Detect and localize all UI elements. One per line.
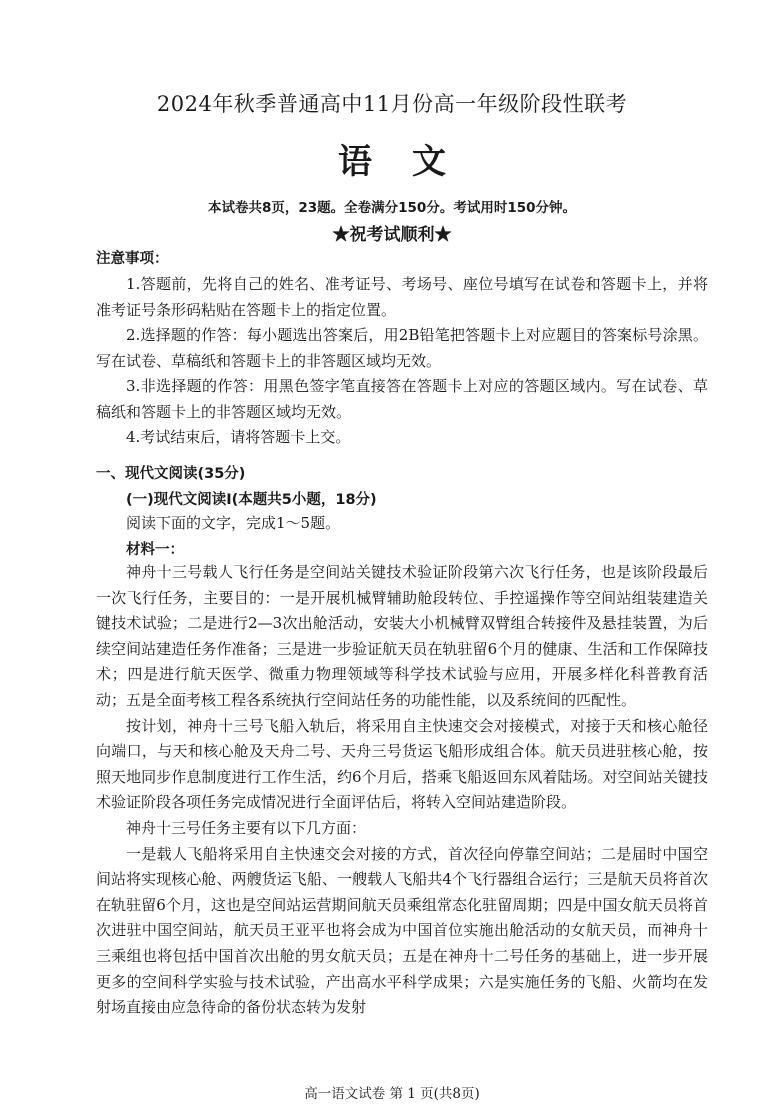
exam-info: 本试卷共8页，23题。全卷满分150分。考试用时150分钟。 (207, 200, 577, 216)
notice-heading: 注意事项： (96, 251, 169, 267)
section-heading: 一、现代文阅读(35分) (96, 466, 246, 482)
blessing-banner: ★祝考试顺利★ (332, 225, 452, 245)
reading-instruction: 阅读下面的文字，完成1～5题。 (126, 514, 341, 532)
notice-item-4: 4.考试结束后，请将答题卡上交。 (126, 428, 351, 446)
notice-item-1: 1.答题前，先将自己的姓名、准考证号、考场号、座位号填写在试卷和答题卡上，并将准考证号条形码粘贴在答题卡上的指定位置。 (96, 275, 708, 319)
notice-item-3: 3.非选择题的作答：用黑色签字笔直接答在答题卡上对应的答题区域内。写在试卷、草稿纸和答题卡上的非答题区域均无效。 (96, 377, 708, 421)
subject-title: 语文 (338, 142, 486, 182)
material-heading: 材料一： (126, 542, 184, 558)
page-footer: 高一语文试卷 第 1 页(共8页) (304, 1086, 480, 1102)
material-body (96, 560, 708, 1021)
material-paragraph-4: 一是载人飞船将采用自主快速交会对接的方式，首次径向停靠空间站；二是届时中国空间站将实现核心舱、两艘货运飞船、一艘载人飞船共4个飞行器组合运行；三是航天员将首次在轨驻留6个月，这也是空间站运营期间航天员乘组常态化驻留周期；四是中国女航天员将首次进驻中国空间站，航天员王亚平也将会成为中国首位实施出舱活动的女航天员，而神舟十三乘组也将包括中国首次出舱的男女航天员；五是在神舟十二号任务的基础上，进一步开展更多的空间科学实验与技术试验，产出高水平科学成果；六是实施任务的飞船、火箭均在发射场直接由应急待命的备份状态转为发射 (96, 844, 708, 1017)
exam-title: 2024年秋季普通高中11月份高一年级阶段性联考 (156, 92, 628, 116)
material-paragraph-1: 神舟十三号载人飞行任务是空间站关键技术验证阶段第六次飞行任务，也是该阶段最后一次飞行任务，主要目的：一是开展机械臂辅助舱段转位、手控遥操作等空间站组装建造关键技术试验；二是进行2—3次出舱活动，安装大小机械臂双臂组合转接件及悬挂装置，为后续空间站建造任务作准备；三是进一步验证航天员在轨驻留6个月的健康、生活和工作保障技术；四是进行航天医学、微重力物理领域等科学技术试验与应用，开展多样化科普教育活动；五是全面考核工程各系统执行空间站任务的功能性能，以及系统间的匹配性。 (96, 563, 708, 709)
subsection-heading: (一)现代文阅读Ⅰ(本题共5小题，18分) (126, 492, 377, 508)
material-paragraph-3: 神舟十三号任务主要有以下几方面： (126, 818, 367, 837)
notice-item-2: 2.选择题的作答：每小题选出答案后，用2B铅笔把答题卡上对应题目的答案标号涂黑。写在试卷、草稿纸和答题卡上的非答题区域均无效。 (96, 326, 708, 370)
notice-list (96, 272, 708, 451)
material-paragraph-2: 按计划，神舟十三号飞船入轨后，将采用自主快速交会对接模式，对接于天和核心舱径向端口，与天和核心舱及天舟二号、天舟三号货运飞船形成组合体。航天员进驻核心舱，按照天地同步作息制度进行工作生活，约6个月后，搭乘飞船返回东风着陆场。对空间站关键技术验证阶段各项任务完成情况进行全面评估后，将转入空间站建造阶段。 (96, 716, 708, 812)
